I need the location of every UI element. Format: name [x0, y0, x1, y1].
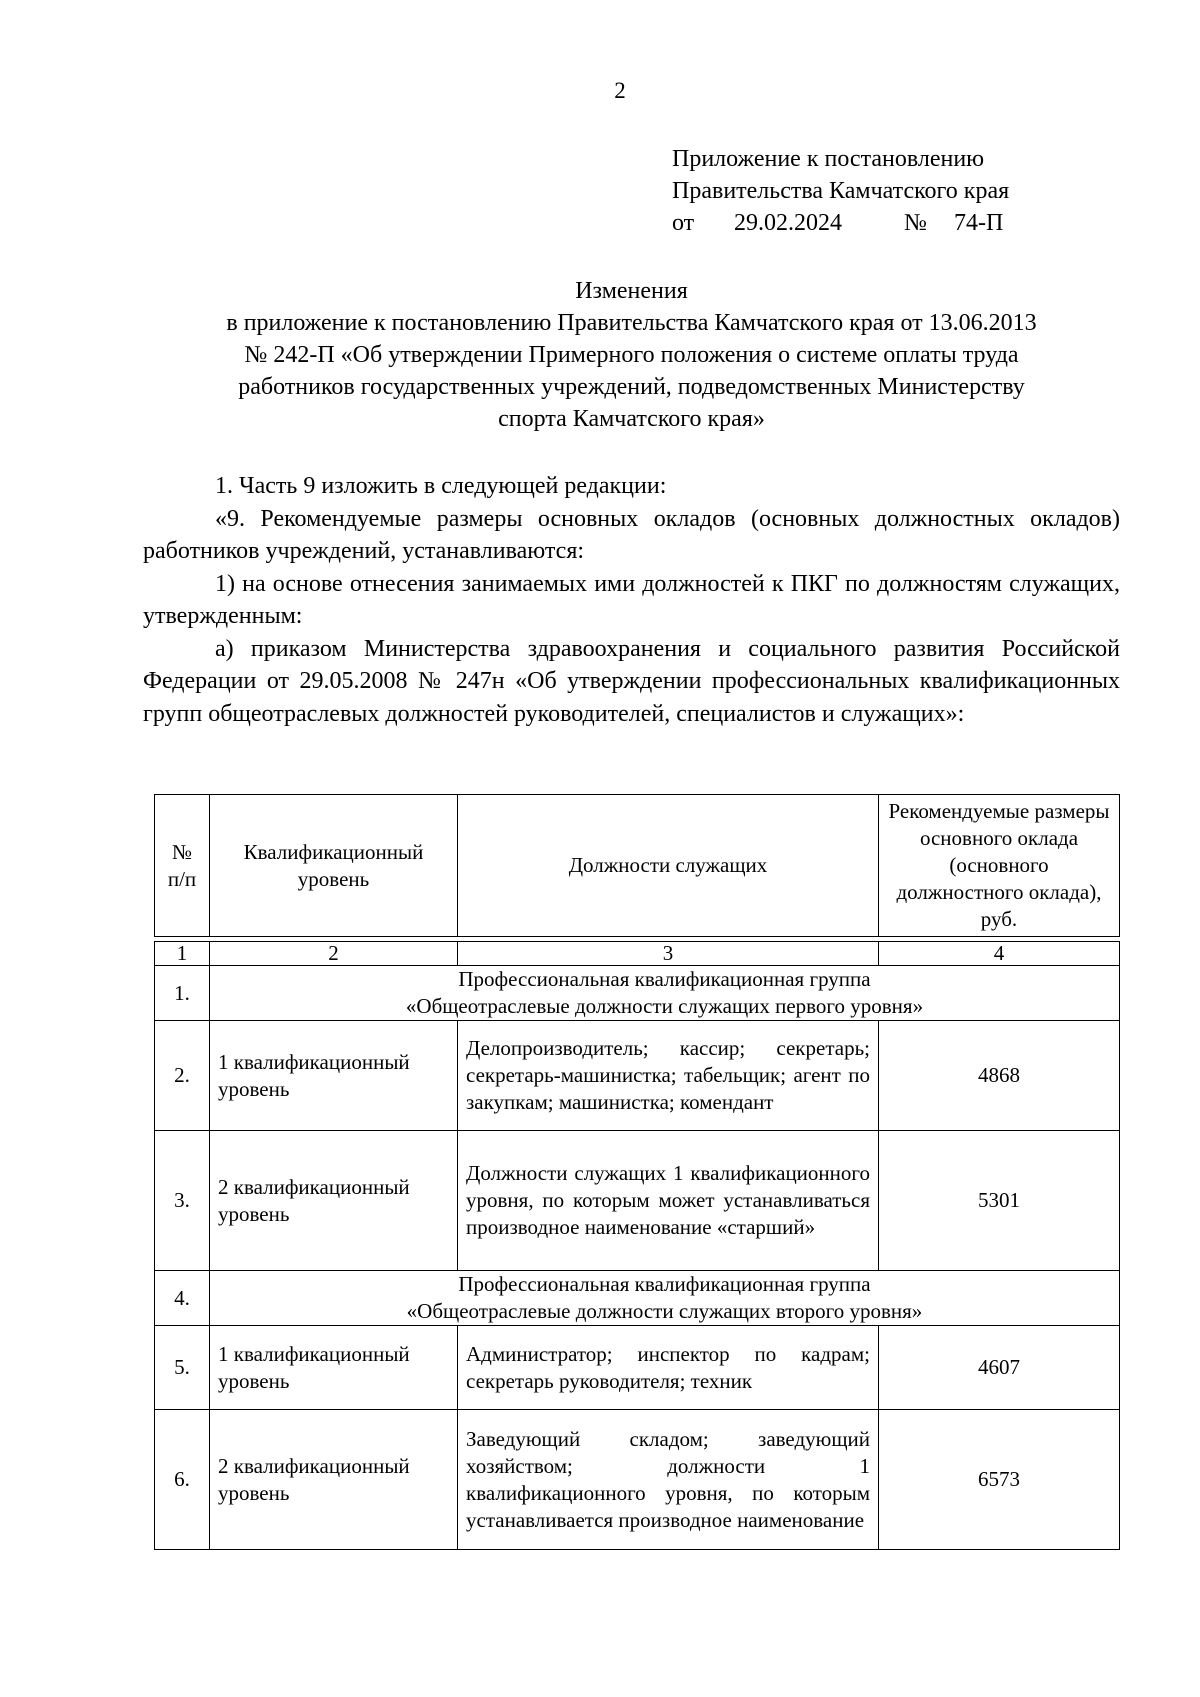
row-num: 3. [155, 1131, 210, 1271]
row-positions: Делопроизводитель; кассир; секретарь; секретарь-машинистка; табельщик; агент по закупкам; машинистка; комендант [458, 1021, 879, 1131]
title-line-4: работников государственных учреждений, подведомственных Министерству [238, 374, 1025, 400]
appendix-line-2: Правительства Камчатского края [672, 178, 1010, 204]
group-title-line-1: Профессиональная квалификационная группа [458, 967, 871, 991]
appendix-from-label: от [672, 210, 695, 236]
row-num: 1. [155, 966, 210, 1021]
row-salary: 4607 [879, 1326, 1120, 1410]
title-line-1: Изменения [575, 278, 688, 304]
group-title-line-2: «Общеотраслевые должности служащих второго уровня» [406, 1299, 923, 1323]
salary-table [154, 794, 1120, 1550]
title-line-5: спорта Камчатского края» [498, 406, 765, 432]
table-row [155, 1271, 1120, 1326]
table-row [155, 966, 1120, 1021]
paragraph-2: «9. Рекомендуемые размеры основных окладов (основных должностных окладов) работников учреждений, устанавливаются: [143, 505, 1120, 564]
row-level: 1 квалификационный уровень [210, 1021, 458, 1131]
appendix-number-sign: № [904, 210, 927, 236]
row-salary: 5301 [879, 1131, 1120, 1271]
row-num: 6. [155, 1410, 210, 1550]
title-line-2: в приложение к постановлению Правительства Камчатского края от 13.06.2013 [226, 310, 1037, 336]
header-salary: Рекомендуемые размеры основного оклада (основного должностного оклада), руб. [879, 795, 1120, 937]
row-positions: Заведующий складом; заведующий хозяйством; должности 1 квалификационного уровня, по которым устанавливается производное наименование [458, 1410, 879, 1550]
paragraph-4: а) приказом Министерства здравоохранения и социального развития Российской Федерации от 29.05.2008 № 247н «Об утверждении профессиональных квалификационных групп общеотраслевых должностей руководителей, специалистов и служащих»: [143, 635, 1120, 727]
appendix-line-1: Приложение к постановлению [672, 146, 985, 172]
row-level: 2 квалификационный уровень [210, 1131, 458, 1271]
row-level: 1 квалификационный уровень [210, 1326, 458, 1410]
row-salary: 6573 [879, 1410, 1120, 1550]
row-num: 4. [155, 1271, 210, 1326]
page-number: 2 [614, 78, 626, 103]
row-num: 5. [155, 1326, 210, 1410]
appendix-block [672, 143, 1009, 239]
row-positions: Должности служащих 1 квалификационного уровня, по которым может устанавливаться производное наименование «старший» [458, 1131, 879, 1271]
appendix-date: 29.02.2024 [734, 210, 842, 236]
table-row [155, 1131, 1120, 1271]
group-title [210, 966, 1120, 1021]
appendix-number: 74-П [954, 210, 1004, 236]
paragraph-3: 1) на основе отнесения занимаемых ими должностей к ПКГ по должностям служащих, утвержденным: [143, 570, 1120, 629]
document-body [143, 470, 1120, 730]
group-title-line-1: Профессиональная квалификационная группа [458, 1272, 871, 1296]
column-index: 3 [458, 942, 879, 966]
table-row [155, 1410, 1120, 1550]
header-level: Квалификационный уровень [210, 795, 458, 937]
table-row [155, 1326, 1120, 1410]
table-row [155, 1021, 1120, 1131]
row-positions: Администратор; инспектор по кадрам; секретарь руководителя; техник [458, 1326, 879, 1410]
appendix-date-line [672, 207, 1009, 239]
column-index: 1 [155, 942, 210, 966]
column-index: 2 [210, 942, 458, 966]
row-salary: 4868 [879, 1021, 1120, 1131]
row-level: 2 квалификационный уровень [210, 1410, 458, 1550]
title-line-3: № 242-П «Об утверждении Примерного положения о системе оплаты труда [244, 342, 1019, 368]
group-title [210, 1271, 1120, 1326]
header-positions: Должности служащих [458, 795, 879, 937]
document-title [143, 275, 1120, 435]
header-num: № п/п [155, 795, 210, 937]
paragraph-1: 1. Часть 9 изложить в следующей редакции: [215, 473, 667, 499]
table-column-index-row [155, 942, 1120, 966]
group-title-line-2: «Общеотраслевые должности служащих первого уровня» [405, 994, 924, 1018]
column-index: 4 [879, 942, 1120, 966]
row-num: 2. [155, 1021, 210, 1131]
table-header-row [155, 795, 1120, 937]
